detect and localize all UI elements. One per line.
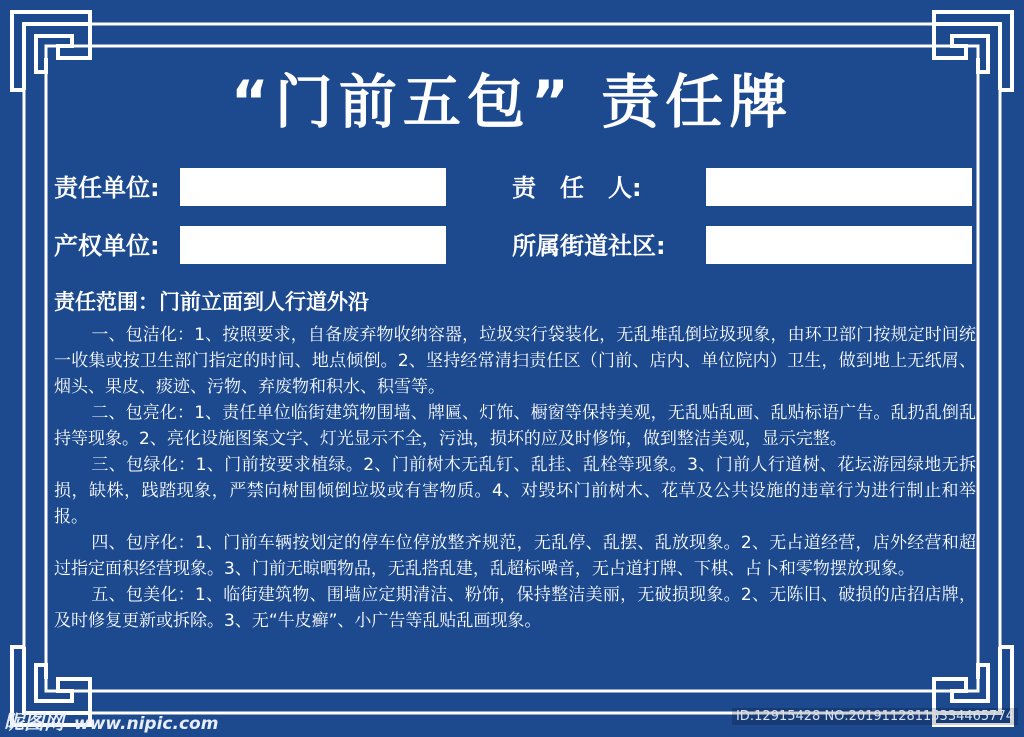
property-unit-field[interactable] <box>180 226 446 264</box>
rules-content <box>54 322 976 634</box>
rule-paragraph-lighting: 二、包亮化：1、责任单位临街建筑物围墙、牌匾、灯饰、橱窗等保持美观，无乱贴乱画、乱贴标语广告。乱扔乱倒乱持等现象。2、亮化设施图案文字、灯光显示不全，污浊，损坏的应及时修饰，做到整洁美观，显示完整。 <box>54 403 976 449</box>
rule-paragraph-greening: 三、包绿化：1、门前按要求植绿。2、门前树木无乱钉、乱挂、乱栓等现象。3、门前人行道树、花坛游园绿地无拆损，缺株，践踏现象，严禁向树围倾倒垃圾或有害物质。4、对毁坏门前树木、花草及公共设施的违章行为进行制止和举报。 <box>54 455 976 527</box>
watermark-site <box>4 706 218 735</box>
responsible-unit-field[interactable] <box>180 168 446 206</box>
rule-paragraph-cleanliness: 一、包洁化：1、按照要求，自备废弃物收纳容器，垃圾实行袋装化，无乱堆乱倒垃圾现象，由环卫部门按规定时间统一收集或按卫生部门指定的时间、地点倾倒。2、坚持经常清扫责任区（门前、店内、单位院内）卫生，做到地上无纸屑、烟头、果皮、痰迹、污物、弃废物和积水、积雪等。 <box>54 325 976 397</box>
responsible-person-label: 责 任 人: <box>512 174 642 202</box>
rule-paragraph-beautification: 五、包美化：1、临街建筑物、围墙应定期清洁、粉饰，保持整洁美丽，无破损现象。2、无陈旧、破损的店招店牌，及时修复更新或拆除。3、无“牛皮癣”、小广告等乱贴乱画现象。 <box>54 585 976 631</box>
rule-paragraph-order: 四、包序化：1、门前车辆按划定的停车位停放整齐规范，无乱停、乱摆、乱放现象。2、无占道经营，店外经营和超过指定面积经营现象。3、门前无晾晒物品，无乱搭乱建，乱超标噪音，无占道打牌、下棋、占卜和零物摆放现象。 <box>54 533 976 579</box>
watermark-id: ID:12915428 NO:20191128115334465774 <box>732 708 1018 725</box>
responsible-person-field[interactable] <box>706 168 972 206</box>
watermark-brand: 昵图网 <box>4 710 64 734</box>
community-label: 所属街道社区: <box>512 232 666 260</box>
responsible-unit-label: 责任单位: <box>54 174 160 202</box>
watermark-url: www.nipic.com <box>74 714 219 734</box>
property-unit-label: 产权单位: <box>54 232 160 260</box>
board-title: “门前五包” 责任牌 <box>230 68 794 136</box>
responsibility-scope: 责任范围：门前立面到人行道外沿 <box>54 290 369 314</box>
community-field[interactable] <box>706 226 972 264</box>
